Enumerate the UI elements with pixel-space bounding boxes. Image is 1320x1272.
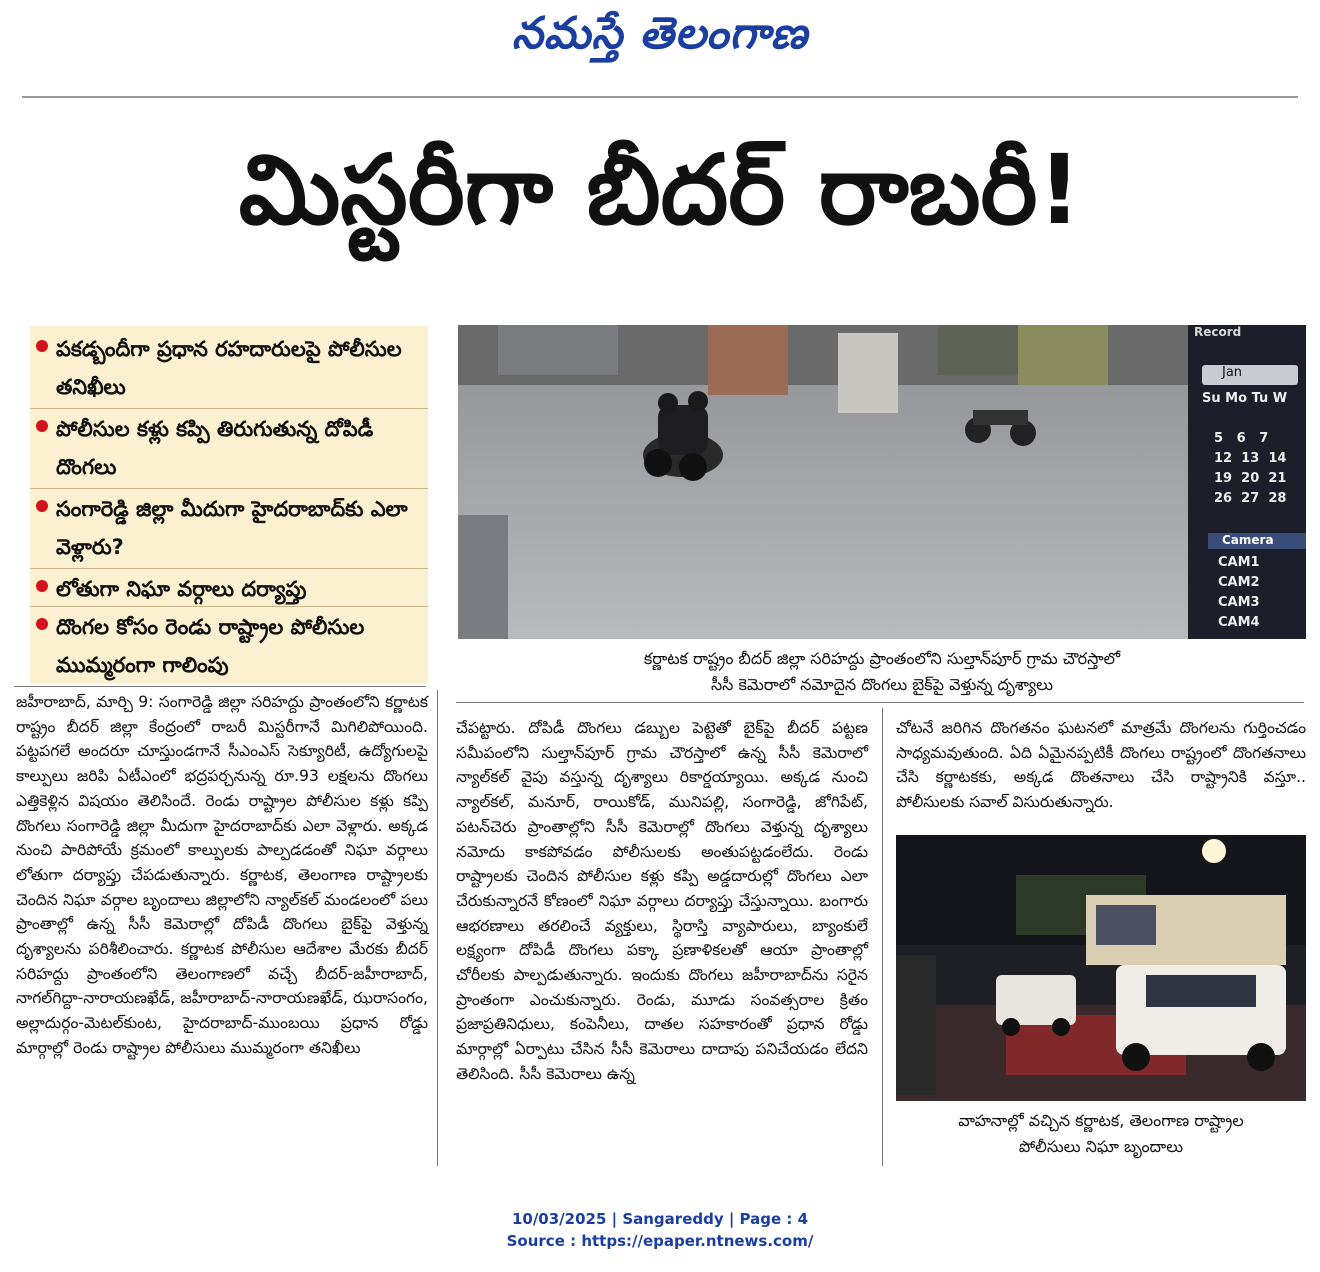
headline: మిస్టరీగా బీదర్ రాబరీ! <box>238 134 1082 246</box>
date-cell: 27 <box>1241 491 1260 506</box>
dvr-panel <box>1188 325 1306 639</box>
police-vehicles-photo <box>896 835 1306 1101</box>
article-column-3: చోటనే జరిగిన దొంగతనం ఘటనలో మాత్రమే దొంగలను గుర్తించడం సాధ్యమవుతుంది. ఏది ఏమైనప్పటికీ దొంగలు రాష్ట్రంలో దొంగతనాలు చేసి కర్ణాటకకు, అక్కడ దొంతనాలు చేసి రాష్ట్రానికి వస్తూ.. పోలీసులకు సవాల్ విసురుతున్నారు. <box>896 719 1306 812</box>
date-row <box>1214 469 1304 489</box>
date-row <box>1214 489 1304 509</box>
date-cell: 26 <box>1214 491 1233 506</box>
weekday-label: Tu <box>1251 391 1269 406</box>
highlight-divider <box>30 606 428 607</box>
weekday-label: Mo <box>1225 391 1248 406</box>
date-cell: 12 <box>1214 451 1233 466</box>
police-vehicles-image <box>896 835 1306 1101</box>
masthead-divider <box>22 96 1298 98</box>
camera-item: CAM3 <box>1218 595 1260 610</box>
column-divider <box>882 708 883 1166</box>
caption-line: వాహనాల్లో వచ్చిన కర్ణాటక, తెలంగాణ రాష్ట్రాల <box>958 1111 1244 1130</box>
date-row <box>1214 449 1304 469</box>
highlight-divider <box>30 568 428 569</box>
highlight-text: సంగారెడ్డి జిల్లా మీదుగా హైదరాబాద్‌కు ఎలా వెళ్లారు? <box>56 497 408 559</box>
caption-line: సీసీ కెమెరాలో నమోదైన దొంగలు బైక్‌పై వెళ్తున్న దృశ్యాలు <box>710 675 1054 694</box>
month-selector: Jan <box>1202 365 1298 385</box>
weekday-label: W <box>1272 391 1288 406</box>
bullet-dot-icon <box>36 420 48 432</box>
camera-list <box>1218 553 1306 633</box>
highlight-text: పకడ్బందీగా ప్రధాన రహదారులపై పోలీసుల తనిఖీలు <box>56 337 402 399</box>
cctv-photo-image <box>458 325 1306 639</box>
weekday-row <box>1202 391 1306 406</box>
date-row <box>1214 429 1304 449</box>
section-divider <box>14 686 426 687</box>
date-cell: 5 <box>1214 431 1224 446</box>
date-cell: 28 <box>1268 491 1287 506</box>
date-cell: 14 <box>1268 451 1287 466</box>
bullet-dot-icon <box>36 340 48 352</box>
highlight-text: లోతుగా నిఘా వర్గాలు దర్యాప్తు <box>56 577 307 601</box>
cctv-photo <box>458 325 1306 639</box>
photo-caption <box>896 1108 1306 1160</box>
camera-item: CAM4 <box>1218 615 1260 630</box>
caption-line: పోలీసులు నిఘా బృందాలు <box>1018 1137 1184 1156</box>
edition-info: 10/03/2025 | Sangareddy | Page : 4 <box>511 1210 809 1228</box>
article-column-2: చేపట్టారు. దోపిడీ దొంగలు డబ్బుల పెట్టెతో బైక్‌పై బీదర్ పట్టణ సమీపంలోని సుల్తాన్‌పూర్ గ్రామ చౌరస్తాలో ఉన్న సీసీ కెమెరాలో న్యాల్‌కల్ వైపు వస్తున్న దృశ్యాలు రికార్డయ్యాయి. అక్కడ నుంచి న్యాల్‌కల్, మనూర్, రాయికోడ్, మునిపల్లి, సంగారెడ్డి, జోగిపేట్, పటన్‌చెరు ప్రాంతాల్లోని సీసీ కెమెరాల్లో దొంగలు వెళ్తున్న దృశ్యాలు నమోదు కాకపోవడం పోలీసులకు అంతుపట్టడంలేదు. రెండు రాష్ట్రాలకు చెందిన పోలీసుల కళ్లు కప్పి అడ్డదారుల్లో దొంగలు ఎలా చేరుకున్నారనే కోణంలో నిఘా వర్గాలు దర్యాప్తు చేస్తున్నాయి. బంగారు ఆభరణాలు తరలించే వ్యక్తులు, స్థిరాస్తి వ్యాపారులు, బ్యాంకులే లక్ష్యంగా దోపిడీ దొంగలు పక్కా ప్రణాళికలతో ఆయా ప్రాంతాల్లో చోరీలకు పాల్పడుతున్నారు. ఇందుకు దొంగలు జహీరాబాద్‌ను సరైన ప్రాంతంగా ఎంచుకున్నారు. రెండు, మూడు సంవత్సరాల క్రితం ప్రజాప్రతినిధులు, కంపెనీలు, దాతల సహకారంతో ప్రధాన రోడ్డు మార్గాల్లో ఏర్పాటు చేసిన సీసీ కెమెరాలు దాదాపు పనిచేయడం లేదని తెలిసింది. సీసీ కెమెరాలు ఉన్న <box>456 719 868 1083</box>
bullet-dot-icon <box>36 500 48 512</box>
article-column-1: జహీరాబాద్, మార్చి 9: సంగారెడ్డి జిల్లా సరిహద్దు ప్రాంతంలోని కర్ణాటక రాష్ట్రం బీదర్ జిల్లా కేంద్రంలో రాబరీ మిస్టరీగానే మిగిలిపోయింది. పట్టపగలే అందరూ చూస్తుండగానే సీఎంఎస్ సెక్యూరిటీ, ఉద్యోగులపై కాల్పులు జరిపి ఏటీఎంలో భద్రపర్చనున్న రూ.93 లక్షలను దొంగలు ఎత్తికెళ్లిన విషయం తెలిసిందే. రెండు రాష్ట్రాల పోలీసుల కళ్లు కప్పి దొంగలు సంగారెడ్డి జిల్లా మీదుగా హైదరాబాద్‌కు ఎలా వెళ్లారు. అక్కడ నుంచి పారిపోయే క్రమంలో కాల్పులకు పాల్పడడంతో నిఘా వర్గాలు లోతుగా దర్యాప్తు చేపడుతున్నారు. కర్ణాటక, తెలంగాణ రాష్ట్రాలకు చెందిన నిఘా వర్గాల బృందాలు జిల్లాలోని న్యాల్‌కల్ మండలంలో పలు ప్రాంతాల్లో ఉన్న సీసీ కెమెరాల్లో దోపిడీ దొంగలు బైక్‌పై వెళ్తున్న దృశ్యాలను పరిశీలించారు. కర్ణాటక పోలీసుల ఆదేశాల మేరకు బీదర్ సరిహద్దు ప్రాంతంలోని తెలంగాణలో వచ్చే బీదర్-జహీరాబాద్, నాగల్‌గిద్దా-నారాయణఖేడ్, జహీరాబాద్-నారాయణఖేడ్, ఝరాసంగం, అల్లాదుర్గం-మెటల్‌కుంట, హైదరాబాద్-ముంబయి ప్రధాన రోడ్డు మార్గాల్లో రెండు రాష్ట్రాల పోలీసులు ముమ్మరంగా తనిఖీలు <box>16 693 428 1057</box>
bullet-dot-icon <box>36 618 48 630</box>
photo-caption <box>458 646 1306 698</box>
date-grid <box>1214 429 1304 509</box>
camera-item: CAM2 <box>1218 575 1260 590</box>
bullet-dot-icon <box>36 580 48 592</box>
source-link[interactable]: Source : https://epaper.ntnews.com/ <box>506 1232 814 1250</box>
date-cell: 13 <box>1241 451 1260 466</box>
weekday-label: Su <box>1202 391 1221 406</box>
highlight-divider <box>30 488 428 489</box>
highlights-box <box>30 326 428 684</box>
caption-line: కర్ణాటక రాష్ట్రం బీదర్ జిల్లా సరిహద్దు ప్రాంతంలోని సుల్తాన్‌పూర్ గ్రామ చౌరస్తాలో <box>643 649 1121 668</box>
highlight-text: దొంగల కోసం రెండు రాష్ట్రాల పోలీసుల ముమ్మరంగా గాలింపు <box>56 615 365 677</box>
highlight-divider <box>30 408 428 409</box>
column-divider <box>437 690 438 1166</box>
highlight-text: పోలీసుల కళ్లు కప్పి తిరుగుతున్న దోపిడీ దొంగలు <box>56 417 374 479</box>
date-cell: 19 <box>1214 471 1233 486</box>
newspaper-masthead: నమస్తే తెలంగాణ <box>511 8 809 59</box>
dvr-header: Record <box>1194 325 1242 339</box>
camera-section-label: Camera <box>1208 533 1306 549</box>
date-cell: 21 <box>1268 471 1287 486</box>
date-cell: 6 <box>1236 431 1246 446</box>
section-divider <box>456 702 1304 703</box>
date-cell: 20 <box>1241 471 1260 486</box>
date-cell: 7 <box>1259 431 1269 446</box>
camera-item: CAM1 <box>1218 555 1260 570</box>
